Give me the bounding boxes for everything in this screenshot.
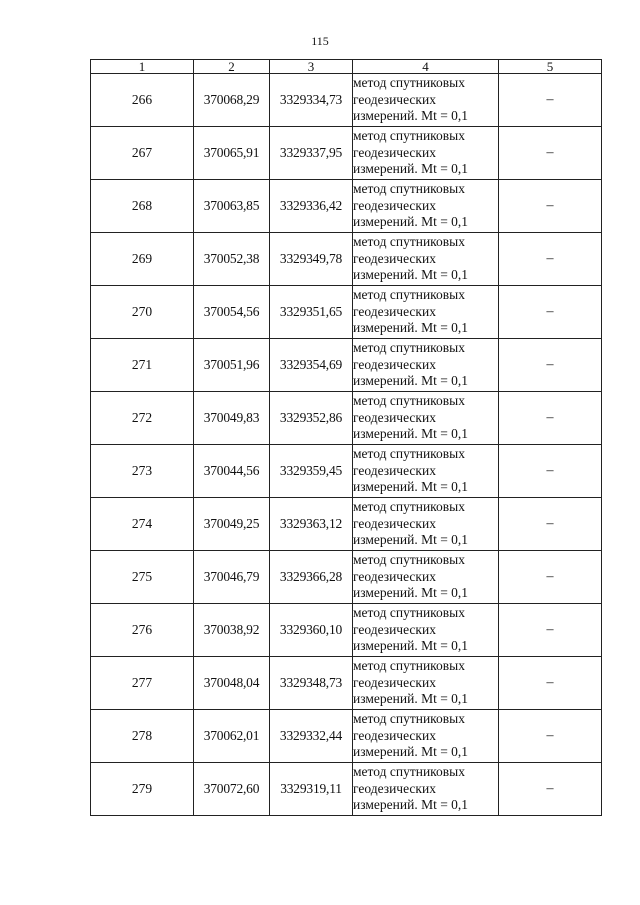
col5-cell: – <box>499 233 602 286</box>
table-row <box>91 339 602 392</box>
method-line: геодезических <box>353 356 436 372</box>
col5-cell: – <box>499 498 602 551</box>
method-cell <box>353 392 499 445</box>
y-coordinate-cell: 3329348,73 <box>270 657 353 710</box>
method-cell <box>353 339 499 392</box>
method-cell <box>353 233 499 286</box>
y-coordinate-cell: 3329354,69 <box>270 339 353 392</box>
method-line: измерений. Mt = 0,1 <box>353 320 469 336</box>
method-cell <box>353 127 499 180</box>
method-cell <box>353 445 499 498</box>
x-coordinate-cell: 370038,92 <box>194 604 270 657</box>
method-line: метод спутниковых <box>353 711 465 727</box>
method-cell <box>353 710 499 763</box>
method-line: метод спутниковых <box>353 499 465 515</box>
method-line: измерений. Mt = 0,1 <box>353 214 469 230</box>
method-line: измерений. Mt = 0,1 <box>353 744 469 760</box>
x-coordinate-cell: 370063,85 <box>194 180 270 233</box>
point-number-cell: 270 <box>91 286 194 339</box>
method-line: метод спутниковых <box>353 764 465 780</box>
method-cell <box>353 657 499 710</box>
method-line: метод спутниковых <box>353 393 465 409</box>
y-coordinate-cell: 3329349,78 <box>270 233 353 286</box>
method-line: измерений. Mt = 0,1 <box>353 479 469 495</box>
method-line: геодезических <box>353 674 436 690</box>
method-cell <box>353 286 499 339</box>
method-line: метод спутниковых <box>353 181 465 197</box>
point-number-cell: 269 <box>91 233 194 286</box>
method-cell <box>353 498 499 551</box>
table-row <box>91 551 602 604</box>
page-number: 115 <box>311 34 329 48</box>
col5-cell: – <box>499 763 602 816</box>
coordinates-table <box>90 59 602 816</box>
method-line: геодезических <box>353 91 436 107</box>
y-coordinate-cell: 3329366,28 <box>270 551 353 604</box>
point-number-cell: 275 <box>91 551 194 604</box>
point-number-cell: 277 <box>91 657 194 710</box>
x-coordinate-cell: 370051,96 <box>194 339 270 392</box>
method-line: измерений. Mt = 0,1 <box>353 532 469 548</box>
table-row <box>91 392 602 445</box>
y-coordinate-cell: 3329337,95 <box>270 127 353 180</box>
x-coordinate-cell: 370049,25 <box>194 498 270 551</box>
method-line: геодезических <box>353 250 436 266</box>
table-row <box>91 604 602 657</box>
point-number-cell: 279 <box>91 763 194 816</box>
method-line: метод спутниковых <box>353 287 465 303</box>
x-coordinate-cell: 370048,04 <box>194 657 270 710</box>
col5-cell: – <box>499 339 602 392</box>
method-line: метод спутниковых <box>353 552 465 568</box>
x-coordinate-cell: 370072,60 <box>194 763 270 816</box>
y-coordinate-cell: 3329363,12 <box>270 498 353 551</box>
point-number-cell: 276 <box>91 604 194 657</box>
method-line: метод спутниковых <box>353 446 465 462</box>
method-line: метод спутниковых <box>353 128 465 144</box>
method-cell <box>353 604 499 657</box>
col5-cell: – <box>499 180 602 233</box>
table-row <box>91 498 602 551</box>
x-coordinate-cell: 370062,01 <box>194 710 270 763</box>
header-col-4: 4 <box>353 60 499 74</box>
point-number-cell: 273 <box>91 445 194 498</box>
method-line: геодезических <box>353 727 436 743</box>
method-line: измерений. Mt = 0,1 <box>353 267 469 283</box>
method-cell <box>353 551 499 604</box>
method-line: геодезических <box>353 144 436 160</box>
method-line: измерений. Mt = 0,1 <box>353 638 469 654</box>
method-line: метод спутниковых <box>353 234 465 250</box>
method-line: измерений. Mt = 0,1 <box>353 426 469 442</box>
method-line: геодезических <box>353 409 436 425</box>
col5-cell: – <box>499 710 602 763</box>
y-coordinate-cell: 3329332,44 <box>270 710 353 763</box>
y-coordinate-cell: 3329351,65 <box>270 286 353 339</box>
table-row <box>91 710 602 763</box>
method-line: измерений. Mt = 0,1 <box>353 691 469 707</box>
method-line: геодезических <box>353 515 436 531</box>
col5-cell: – <box>499 286 602 339</box>
x-coordinate-cell: 370052,38 <box>194 233 270 286</box>
header-col-2: 2 <box>194 60 270 74</box>
point-number-cell: 274 <box>91 498 194 551</box>
method-line: измерений. Mt = 0,1 <box>353 373 469 389</box>
x-coordinate-cell: 370049,83 <box>194 392 270 445</box>
method-line: геодезических <box>353 568 436 584</box>
table-row <box>91 233 602 286</box>
method-line: геодезических <box>353 621 436 637</box>
table-row <box>91 445 602 498</box>
method-line: метод спутниковых <box>353 658 465 674</box>
method-line: измерений. Mt = 0,1 <box>353 161 469 177</box>
table-body <box>91 74 602 816</box>
method-line: измерений. Mt = 0,1 <box>353 108 469 124</box>
table-header-row <box>91 60 602 74</box>
col5-cell: – <box>499 604 602 657</box>
point-number-cell: 278 <box>91 710 194 763</box>
table-row <box>91 286 602 339</box>
x-coordinate-cell: 370046,79 <box>194 551 270 604</box>
method-line: геодезических <box>353 462 436 478</box>
x-coordinate-cell: 370054,56 <box>194 286 270 339</box>
y-coordinate-cell: 3329334,73 <box>270 74 353 127</box>
method-cell <box>353 763 499 816</box>
point-number-cell: 266 <box>91 74 194 127</box>
col5-cell: – <box>499 74 602 127</box>
header-col-5: 5 <box>499 60 602 74</box>
col5-cell: – <box>499 392 602 445</box>
method-line: метод спутниковых <box>353 75 465 91</box>
y-coordinate-cell: 3329319,11 <box>270 763 353 816</box>
y-coordinate-cell: 3329359,45 <box>270 445 353 498</box>
table-row <box>91 657 602 710</box>
method-cell <box>353 180 499 233</box>
col5-cell: – <box>499 657 602 710</box>
method-line: метод спутниковых <box>353 605 465 621</box>
table-row <box>91 127 602 180</box>
table-row <box>91 180 602 233</box>
y-coordinate-cell: 3329352,86 <box>270 392 353 445</box>
table-row <box>91 74 602 127</box>
table-row <box>91 763 602 816</box>
x-coordinate-cell: 370044,56 <box>194 445 270 498</box>
method-line: геодезических <box>353 303 436 319</box>
method-line: геодезических <box>353 197 436 213</box>
y-coordinate-cell: 3329360,10 <box>270 604 353 657</box>
method-line: измерений. Mt = 0,1 <box>353 585 469 601</box>
header-col-1: 1 <box>91 60 194 74</box>
col5-cell: – <box>499 551 602 604</box>
method-line: измерений. Mt = 0,1 <box>353 797 469 813</box>
method-line: геодезических <box>353 780 436 796</box>
x-coordinate-cell: 370065,91 <box>194 127 270 180</box>
y-coordinate-cell: 3329336,42 <box>270 180 353 233</box>
col5-cell: – <box>499 127 602 180</box>
point-number-cell: 272 <box>91 392 194 445</box>
method-line: метод спутниковых <box>353 340 465 356</box>
point-number-cell: 271 <box>91 339 194 392</box>
col5-cell: – <box>499 445 602 498</box>
x-coordinate-cell: 370068,29 <box>194 74 270 127</box>
point-number-cell: 268 <box>91 180 194 233</box>
method-cell <box>353 74 499 127</box>
header-col-3: 3 <box>270 60 353 74</box>
point-number-cell: 267 <box>91 127 194 180</box>
